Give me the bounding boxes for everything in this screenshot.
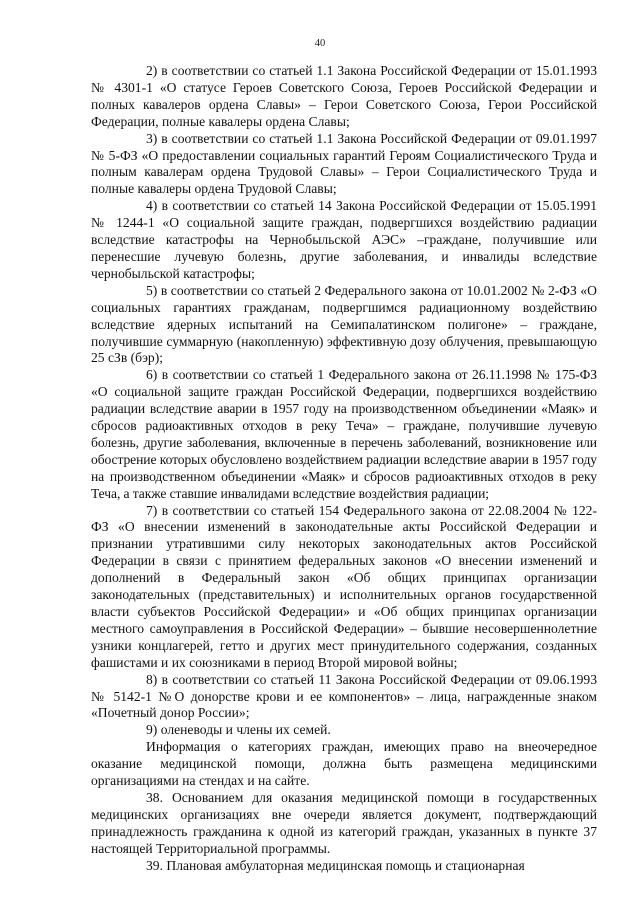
- paragraph-39: 39. Плановая амбулаторная медицинская помощь и стационарная: [146, 857, 525, 873]
- paragraph-item-9: 9) оленеводы и члены их семей.: [146, 722, 331, 738]
- paragraph-item-2: 2) в соответствии со статьей 1.1 Закона Российской Федерации от 15.01.1993 № 4301-1 «О статусе Героев Советского Союза, Героев Российской Федерации и полных кавалеров ордена Славы» – Герои Советского Союза, Герои Российской Федерации, полные кавалеры ордена Славы;: [91, 63, 597, 129]
- paragraph-38: 38. Основанием для оказания медицинской помощи в государственных медицинских организациях вне очереди является документ, подтверждающий принадлежность гражданина к одной из категорий граждан, указанных в пункте 37 настоящей Территориальной программы.: [91, 789, 597, 856]
- paragraph-item-4: 4) в соответствии со статьей 14 Закона Российской Федерации от 15.05.1991 № 1244-1 «О социальной защите граждан, подвергшихся воздействию радиации вследствие катастрофы на Чернобыльской АЭС» –граждане, получившие или перенесшие лучевую болезнь, другие заболевания, и инвалиды вследствие чернобыльской катастрофы;: [91, 198, 597, 281]
- paragraph-item-3: 3) в соответствии со статьей 1.1 Закона Российской Федерации от 09.01.1997 № 5-ФЗ «О предоставлении социальных гарантий Героям Социалистического Труда и полным кавалерам ордена Трудовой Славы» – Герои Социалистического Труда и полные кавалеры ордена Трудовой Славы;: [91, 130, 597, 197]
- paragraph-item-5: 5) в соответствии со статьей 2 Федерального закона от 10.01.2002 № 2-ФЗ «О социальных гарантиях гражданам, подвергшимся радиационному воздействию вследствие ядерных испытаний на Семипалатинском полигоне» – граждане, получившие суммарную (накопленную) эффективную дозу облучения, превышающую 25 сЗв (бэр);: [91, 282, 597, 366]
- paragraph-item-7: 7) в соответствии со статьей 154 Федерального закона от 22.08.2004 № 122-ФЗ «О внесении изменений в законодательные акты Российской Федерации и признании утратившими силу некоторых законодательных актов Российской Федерации в связи с принятием федеральных законов «О внесении изменений и дополнений в Федеральный закон «Об общих принципах организации законодательных (представительных) и исполнительных органов государственной власти субъектов Российской Федерации» и «Об общих принципах организации местного самоуправления в Российской Федерации» – бывшие несовершеннолетние узники концлагерей, гетто и других мест принудительного содержания, созданных фашистами и их союзниками в период Второй мировой войны;: [91, 502, 597, 670]
- document-body: [91, 63, 597, 875]
- paragraph-item-6: 6) в соответствии со статьей 1 Федерального закона от 26.11.1998 № 175-ФЗ «О социальной защите граждан Российской Федерации, подвергшихся воздействию радиации вследствие аварии в 1957 году на производственном объединении «Маяк» и сбросов радиоактивных отходов в реку Теча» – граждане, получившие лучевую болезнь, другие заболевания, включенные в перечень заболеваний, возникновение или обострение которых обусловлено воздействием радиации вследствие аварии в 1957 году на производственном объединении «Маяк» и сбросов радиоактивных отходов в реку Теча, а также ставшие инвалидами вследствие воздействия радиации;: [91, 367, 597, 501]
- paragraph-information: Информация о категориях граждан, имеющих право на внеочередное оказание медицинской помощи, должна быть размещена медицинскими организациями на стендах и на сайте.: [91, 739, 597, 789]
- paragraph-item-8: 8) в соответствии со статьей 11 Закона Российской Федерации от 09.06.1993 № 5142-1 №О донорстве крови и ее компонентов» – лица, награжденные знаком «Почетный донор России»;: [91, 671, 597, 721]
- page-number: 40: [314, 38, 326, 49]
